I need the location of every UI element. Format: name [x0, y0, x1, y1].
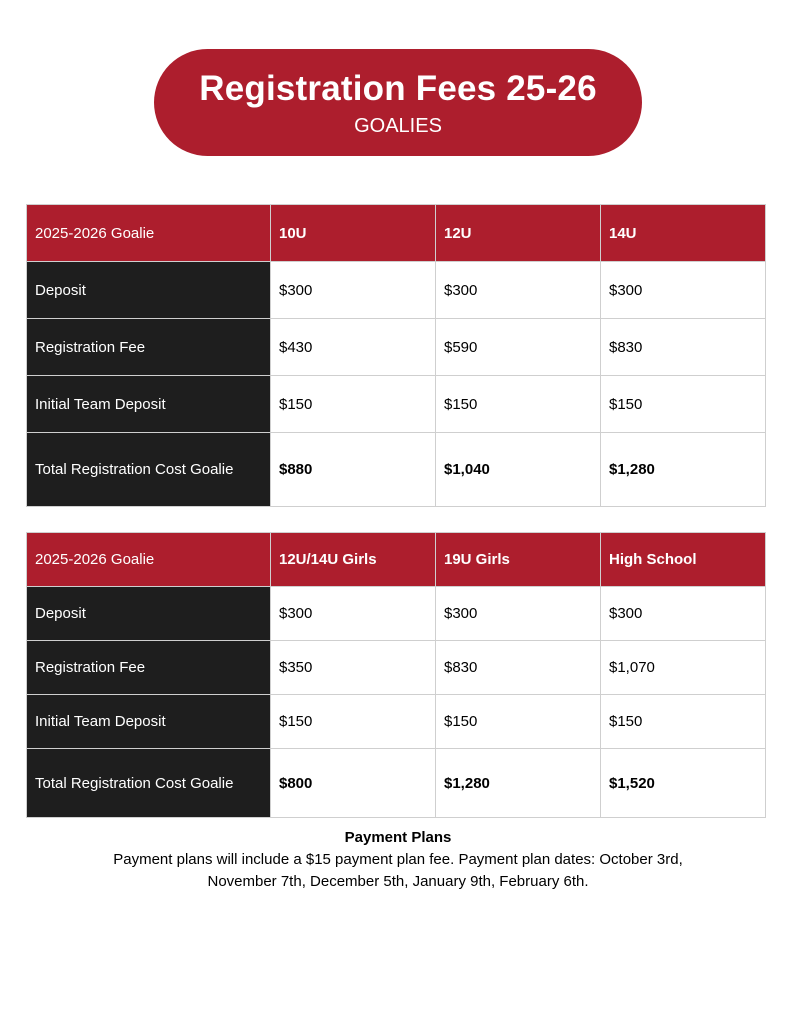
table-cell-total: $880	[271, 433, 436, 507]
row-label: Deposit	[27, 262, 271, 319]
table-row-registration-fee	[27, 641, 766, 695]
table-row-deposit	[27, 262, 766, 319]
table-cell-total: $800	[271, 749, 436, 818]
table-cell: $430	[271, 319, 436, 376]
payment-plans-section	[0, 827, 796, 893]
table-cell: $150	[271, 376, 436, 433]
table-cell: $300	[601, 587, 766, 641]
row-label: Initial Team Deposit	[27, 695, 271, 749]
fees-table-girls-hs	[26, 532, 766, 818]
page-subtitle: GOALIES	[354, 115, 442, 137]
table-cell: $590	[436, 319, 601, 376]
table-row-initial-team-deposit	[27, 695, 766, 749]
table-cell: $300	[436, 262, 601, 319]
row-label: Deposit	[27, 587, 271, 641]
payment-plans-title: Payment Plans	[344, 829, 452, 846]
table-row-deposit	[27, 587, 766, 641]
title-banner	[154, 49, 642, 156]
table-cell-total: $1,520	[601, 749, 766, 818]
header-corner-cell: 2025-2026 Goalie	[27, 533, 271, 587]
row-label: Initial Team Deposit	[27, 376, 271, 433]
table-cell: $150	[601, 376, 766, 433]
table-cell: $300	[271, 262, 436, 319]
header-corner-cell: 2025-2026 Goalie	[27, 205, 271, 262]
table-header-row	[27, 205, 766, 262]
table-cell-total: $1,280	[601, 433, 766, 507]
table-cell: $150	[436, 376, 601, 433]
row-label: Total Registration Cost Goalie	[27, 433, 271, 507]
table-cell: $1,070	[601, 641, 766, 695]
fees-table-youth	[26, 204, 766, 507]
table-cell: $830	[436, 641, 601, 695]
table-cell: $350	[271, 641, 436, 695]
table-cell: $300	[436, 587, 601, 641]
header-cell-12u: 12U	[436, 205, 601, 262]
table-cell: $300	[601, 262, 766, 319]
header-cell-10u: 10U	[271, 205, 436, 262]
header-cell-19u-girls: 19U Girls	[436, 533, 601, 587]
header-cell-14u: 14U	[601, 205, 766, 262]
table-row-total	[27, 749, 766, 818]
row-label: Registration Fee	[27, 641, 271, 695]
table-cell: $150	[601, 695, 766, 749]
table-row-total	[27, 433, 766, 507]
table-cell-total: $1,280	[436, 749, 601, 818]
payment-plans-text: Payment plans will include a $15 payment plan fee. Payment plan dates: October 3rd, November 7th, December 5th, January 9th, February 6th.	[113, 851, 683, 890]
table-header-row	[27, 533, 766, 587]
table-cell: $300	[271, 587, 436, 641]
table-cell-total: $1,040	[436, 433, 601, 507]
header-cell-high-school: High School	[601, 533, 766, 587]
table-row-initial-team-deposit	[27, 376, 766, 433]
table-cell: $150	[436, 695, 601, 749]
page-title: Registration Fees 25-26	[199, 69, 597, 108]
table-cell: $150	[271, 695, 436, 749]
row-label: Registration Fee	[27, 319, 271, 376]
table-cell: $830	[601, 319, 766, 376]
table-row-registration-fee	[27, 319, 766, 376]
row-label: Total Registration Cost Goalie	[27, 749, 271, 818]
header-cell-12u-14u-girls: 12U/14U Girls	[271, 533, 436, 587]
